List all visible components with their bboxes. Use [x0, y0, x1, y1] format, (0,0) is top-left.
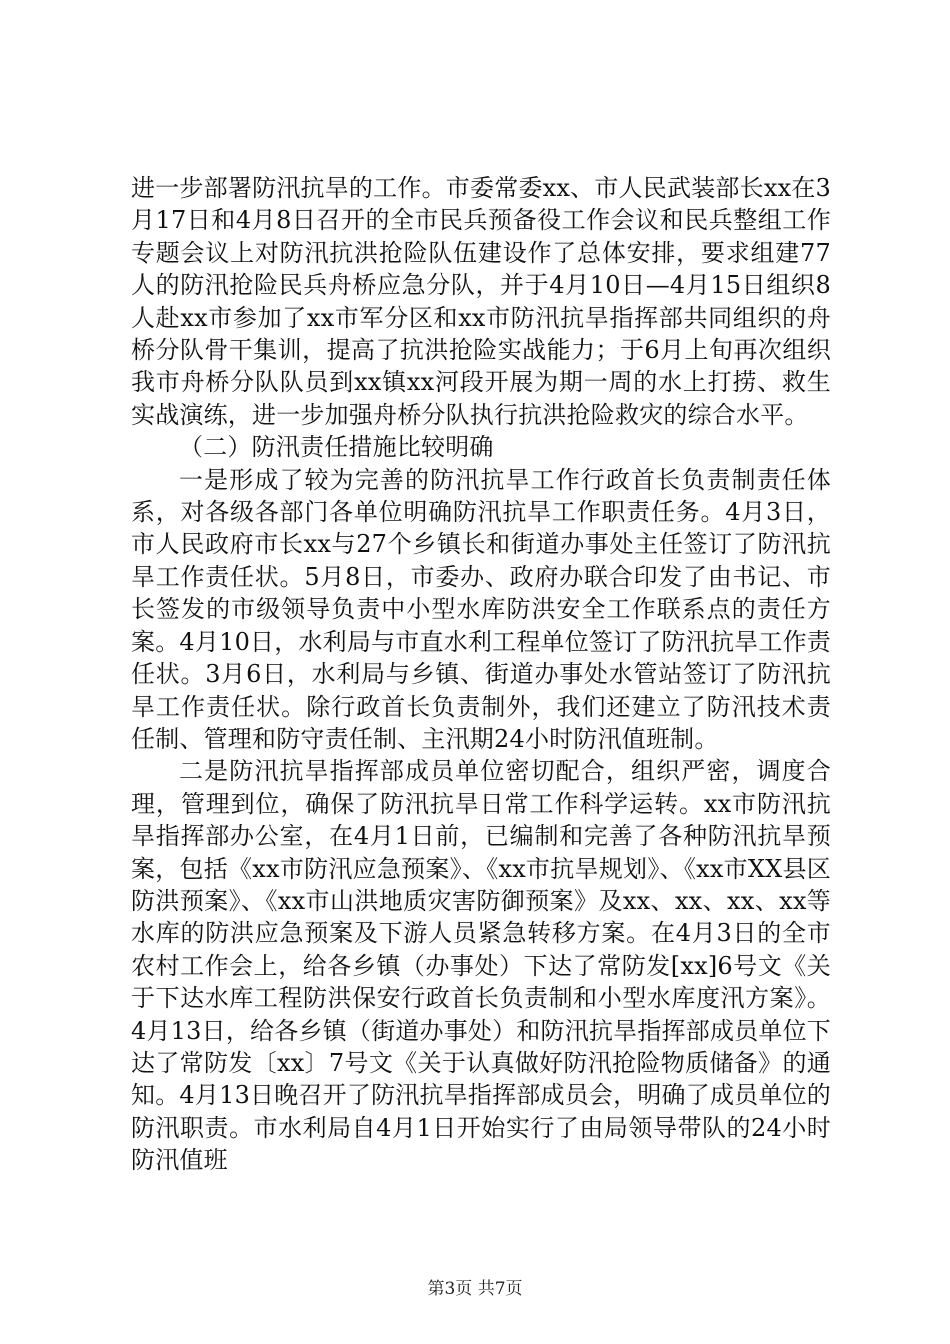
section-heading: （二）防汛责任措施比较明确	[179, 433, 494, 462]
paragraph-responsibility-system: 一是形成了较为完善的防汛抗旱工作行政首长负责制责任体系，对各级各部门各单位明确防汛抗旱工作职责任务。4月3日，市人民政府市长xx与27个乡镇长和街道办事处主任签订了防汛抗旱工作责任状。5月8日，市委办、政府办联合印发了由书记、市长签发的市级领导负责中小型水库防洪安全工作联系点的责任方案。4月10日，水利局与市直水利工程单位签订了防汛抗旱工作责任状。3月6日，水利局与乡镇、街道办事处水管站签订了防汛抗旱工作责任状。除行政首长负责制外，我们还建立了防汛技术责任制、管理和防守责任制、主汛期24小时防汛值班制。	[131, 465, 831, 753]
paragraph-command-coordination: 二是防汛抗旱指挥部成员单位密切配合，组织严密，调度合理，管理到位，确保了防汛抗旱日常工作科学运转。xx市防汛抗旱指挥部办公室，在4月1日前，已编制和完善了各种防汛抗旱预案，包括《xx市防汛应急预案》、《xx市抗旱规划》、《xx市XX县区防洪预案》、《xx市山洪地质灾害防御预案》及xx、xx、xx、xx等水库的防洪应急预案及下游人员紧急转移方案。在4月3日的全市农村工作会上，给各乡镇（办事处）下达了常防发[xx]6号文《关于下达水库工程防洪保安行政首长负责制和小型水库度汛方案》。4月13日，给各乡镇（街道办事处）和防汛抗旱指挥部成员单位下达了常防发〔xx〕7号文《关于认真做好防汛抢险物质储备》的通知。4月13日晚召开了防汛抗旱指挥部成员会，明确了成员单位的防汛职责。市水利局自4月1日开始实行了由局领导带队的24小时防汛值班	[131, 757, 831, 1175]
page-footer: 第3页 共7页	[427, 1279, 523, 1299]
paragraph-continuation: 进一步部署防汛抗旱的工作。市委常委xx、市人民武装部长xx在3月17日和4月8日召开的全市民兵预备役工作会议和民兵整组工作专题会议上对防汛抗洪抢险队伍建设作了总体安排，要求组建77人的防汛抢险民兵舟桥应急分队，并于4月10日—4月15日组织8人赴xx市参加了xx市军分区和xx市防汛抗旱指挥部共同组织的舟桥分队骨干集训，提高了抗洪抢险实战能力；于6月上旬再次组织我市舟桥分队队员到xx镇xx河段开展为期一周的水上打捞、救生实战演练，进一步加强舟桥分队执行抗洪抢险救灾的综合水平。	[131, 174, 831, 429]
document-body	[131, 172, 831, 1177]
